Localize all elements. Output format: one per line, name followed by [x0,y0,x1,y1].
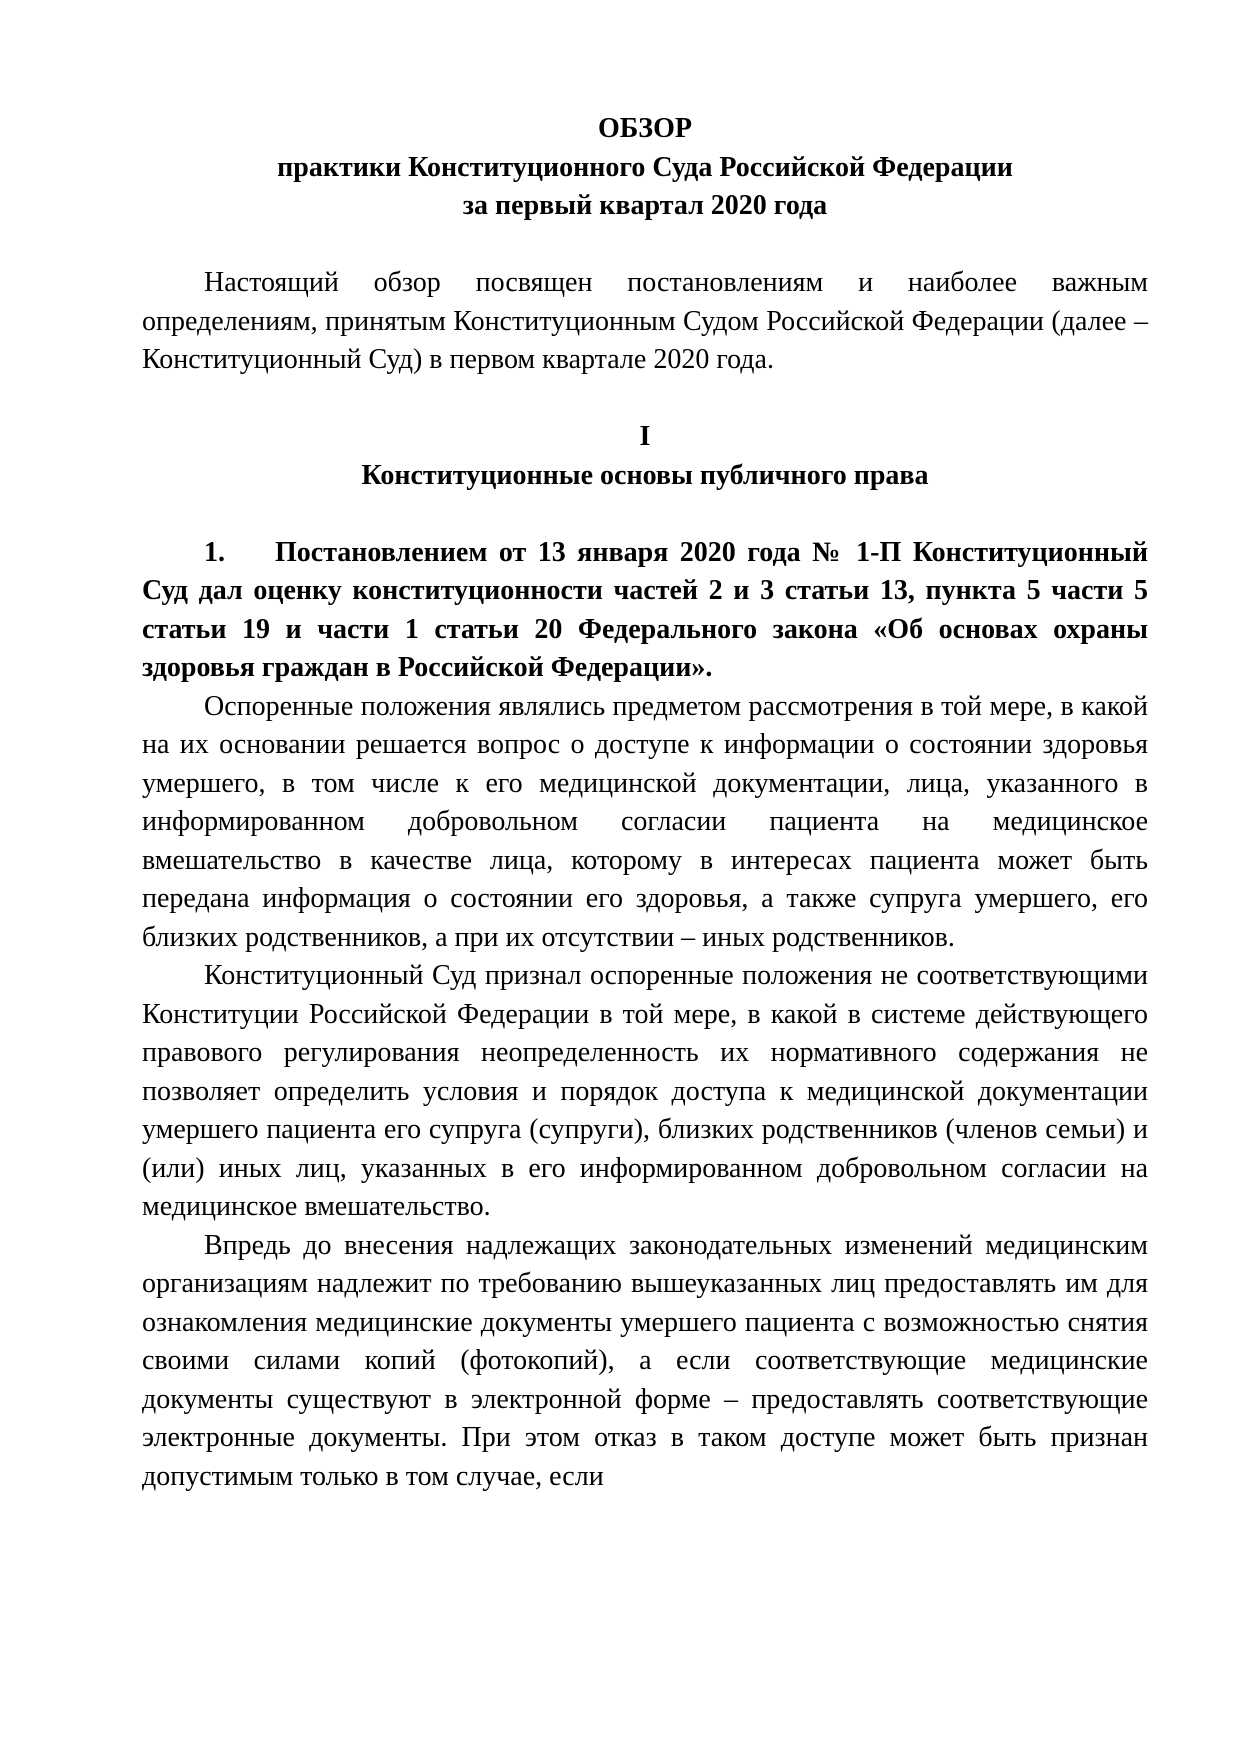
intro-paragraph: Настоящий обзор посвящен постановлениям и наиболее важным определениям, принятым Конституционным Судом Российской Федерации (далее – Конституционный Суд) в первом квартале 2020 года. [142,267,1148,375]
item-1-lead-paragraph [142,534,1148,688]
doc-title-line-1: ОБЗОР [598,113,692,144]
item-1-number: 1. [204,536,225,568]
doc-title-line-3: за первый квартал 2020 года [462,190,828,221]
blank-line [142,495,1148,534]
blank-line [142,226,1148,265]
section-heading: Конституционные основы публичного права [361,459,929,491]
paragraph-interim-measures: Впредь до внесения надлежащих законодательных изменений медицинским организациям надлежит по требованию вышеуказанных лиц предоставлять им для ознакомления медицинские документы умершего пациента с возможностью снятия своими силами копий (фотокопий), а если соответствующие медицинские документы существуют в электронной форме – предоставлять соответствующие электронные документы. При этом отказ в таком доступе может быть признан допустимым только в том случае, если [142,1229,1148,1492]
item-1-lead-text: Постановлением от 13 января 2020 года № 1-П Конституционный Суд дал оценку конституционности частей 2 и 3 статьи 13, пункта 5 части 5 статьи 19 и части 1 статьи 20 Федерального закона «Об основах охраны здоровья граждан в Российской Федерации». [142,536,1148,683]
doc-title [142,110,1148,226]
doc-title-line-2: практики Конституционного Суда Российской Федерации [277,151,1013,183]
section-number: I [639,421,651,452]
paragraph-court-ruling: Конституционный Суд признал оспоренные положения не соответствующими Конституции Российской Федерации в той мере, в какой в системе действующего правового регулирования неопределенность их нормативного содержания не позволяет определить условия и порядок доступа к медицинской документации умершего пациента его супруга (супруги), близких родственников (членов семьи) и (или) иных лиц, указанных в его информированном добровольном согласии на медицинское вмешательство. [142,960,1148,1222]
paragraph-opposed-provisions: Оспоренные положения являлись предметом рассмотрения в той мере, в какой на их основании решается вопрос о доступе к информации о состоянии здоровья умершего, в том числе к его медицинской документации, лица, указанного в информированном добровольном согласии пациента на медицинское вмешательство в качестве лица, которому в интересах пациента может быть передана информация о состоянии его здоровья, а также супруга умершего, его близких родственников, а при их отсутствии – иных родственников. [142,690,1148,953]
blank-line [142,380,1148,419]
